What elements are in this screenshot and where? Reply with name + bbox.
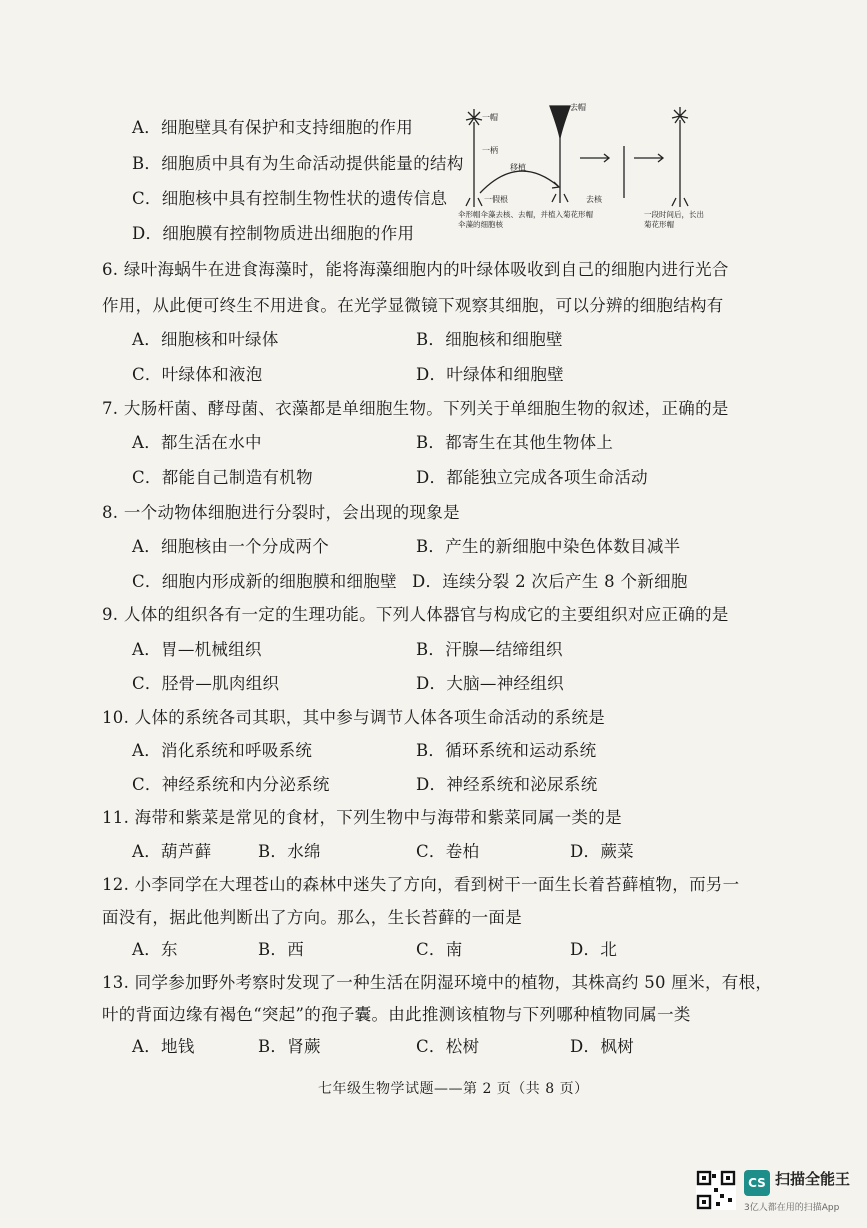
- q9-option-d: D．大脑—神经组织: [416, 674, 564, 693]
- q6-option-b: B．细胞核和细胞壁: [416, 330, 563, 349]
- q9-option-b: B．汗腺—结缔组织: [416, 640, 563, 659]
- q10-option-d: D．神经系统和泌尿系统: [416, 775, 598, 794]
- q10-option-c: C．神经系统和内分泌系统: [132, 775, 330, 794]
- q13-option-d: D．枫树: [570, 1037, 634, 1056]
- q13-option-a: A．地钱: [132, 1037, 195, 1056]
- left-umbrella-cap-icon: [466, 109, 482, 207]
- label-nucleus-removed: 去核: [586, 195, 602, 204]
- scanner-logo-icon: CS: [744, 1170, 770, 1196]
- q10-option-a: A．消化系统和呼吸系统: [132, 741, 313, 760]
- q8-stem: 8. 一个动物体细胞进行分裂时，会出现的现象是: [102, 503, 460, 522]
- q12-stem-line1: 12. 小李同学在大理苍山的森林中迷失了方向，看到树干一面生长着苔藓植物，而另一: [102, 875, 740, 894]
- q6-option-a: A．细胞核和叶绿体: [132, 330, 279, 349]
- q11-stem: 11. 海带和紫菜是常见的食材，下列生物中与海带和紫菜同属一类的是: [102, 808, 622, 827]
- label-cap-removed: 去帽: [570, 103, 586, 112]
- q13-stem-line1: 13. 同学参加野外考察时发现了一种生活在阴湿环境中的植物，其株高约 50 厘米，有根，: [102, 973, 773, 992]
- q8-option-a: A．细胞核由一个分成两个: [132, 537, 330, 556]
- q7-option-c: C．都能自己制造有机物: [132, 468, 313, 487]
- q11-option-a: A．葫芦藓: [132, 842, 212, 861]
- q8-option-d: D．连续分裂 2 次后产生 8 个新细胞: [412, 572, 688, 591]
- q9-option-c: C．胫骨—肌肉组织: [132, 674, 280, 693]
- q5-option-c: C．细胞核中具有控制生物性状的遗传信息: [132, 189, 448, 208]
- q9-option-a: A．胃—机械组织: [132, 640, 262, 659]
- q7-option-a: A．都生活在水中: [132, 433, 262, 452]
- q7-stem: 7. 大肠杆菌、酵母菌、衣藻都是单细胞生物。下列关于单细胞生物的叙述，正确的是: [102, 399, 729, 418]
- q13-option-c: C．松树: [416, 1037, 480, 1056]
- q12-option-d: D．北: [570, 940, 618, 959]
- q12-stem-line2: 面没有，据此他判断出了方向。那么，生长苔藓的一面是: [102, 908, 522, 927]
- q12-option-a: A．东: [132, 940, 178, 959]
- label-rhizoid: 一假根: [484, 195, 508, 204]
- q7-option-b: B．都寄生在其他生物体上: [416, 433, 614, 452]
- caption-right: 一段时间后，长出菊花形帽: [644, 210, 704, 229]
- label-stalk: 一柄: [482, 146, 498, 155]
- q9-stem: 9. 人体的组织各有一定的生理功能。下列人体器官与构成它的主要组织对应正确的是: [102, 605, 729, 624]
- q6-option-c: C．叶绿体和液泡: [132, 365, 263, 384]
- acetabularia-graft-figure: [458, 98, 708, 238]
- q5-option-d: D．细胞膜有控制物质进出细胞的作用: [132, 224, 415, 243]
- q5-option-b: B．细胞质中具有为生命活动提供能量的结构: [132, 154, 464, 173]
- q13-stem-line2: 叶的背面边缘有褐色“突起”的孢子囊。由此推测该植物与下列哪种植物同属一类: [102, 1005, 691, 1024]
- scanner-brand: 扫描全能王: [775, 1170, 851, 1188]
- q11-option-b: B．水绵: [258, 842, 321, 861]
- page-footer: 七年级生物学试题——第 2 页（共 8 页）: [318, 1081, 589, 1097]
- q12-option-c: C．南: [416, 940, 463, 959]
- q10-stem: 10. 人体的系统各司其职，其中参与调节人体各项生命活动的系统是: [102, 708, 606, 727]
- q12-option-b: B．西: [258, 940, 305, 959]
- q8-option-c: C．细胞内形成新的细胞膜和细胞壁: [132, 572, 397, 591]
- q7-option-d: D．都能独立完成各项生命活动: [416, 468, 648, 487]
- graft-arrow: [480, 171, 558, 193]
- q13-option-b: B．肾蕨: [258, 1037, 321, 1056]
- q6-stem-line1: 6. 绿叶海蜗牛在进食海藻时，能将海藻细胞内的叶绿体吸收到自己的细胞内进行光合: [102, 260, 729, 279]
- q11-option-c: C．卷柏: [416, 842, 480, 861]
- q6-option-d: D．叶绿体和细胞壁: [416, 365, 564, 384]
- label-graft: 移植: [510, 163, 526, 172]
- scanner-tagline: 3亿人都在用的扫描App: [744, 1203, 840, 1213]
- caption-left: 伞形帽伞藻去核、去帽，并植入菊花形帽伞藻的细胞核: [458, 210, 593, 229]
- label-umbrella: 一帽: [482, 113, 498, 122]
- q6-stem-line2: 作用，从此便可终生不用进食。在光学显微镜下观察其细胞，可以分辨的细胞结构有: [102, 296, 724, 315]
- qr-code-icon: [696, 1170, 736, 1210]
- q10-option-b: B．循环系统和运动系统: [416, 741, 597, 760]
- right-flower-cap-icon: [672, 107, 688, 207]
- q8-option-b: B．产生的新细胞中染色体数目减半: [416, 537, 681, 556]
- q5-option-a: A．细胞壁具有保护和支持细胞的作用: [132, 118, 414, 137]
- q11-option-d: D．蕨菜: [570, 842, 634, 861]
